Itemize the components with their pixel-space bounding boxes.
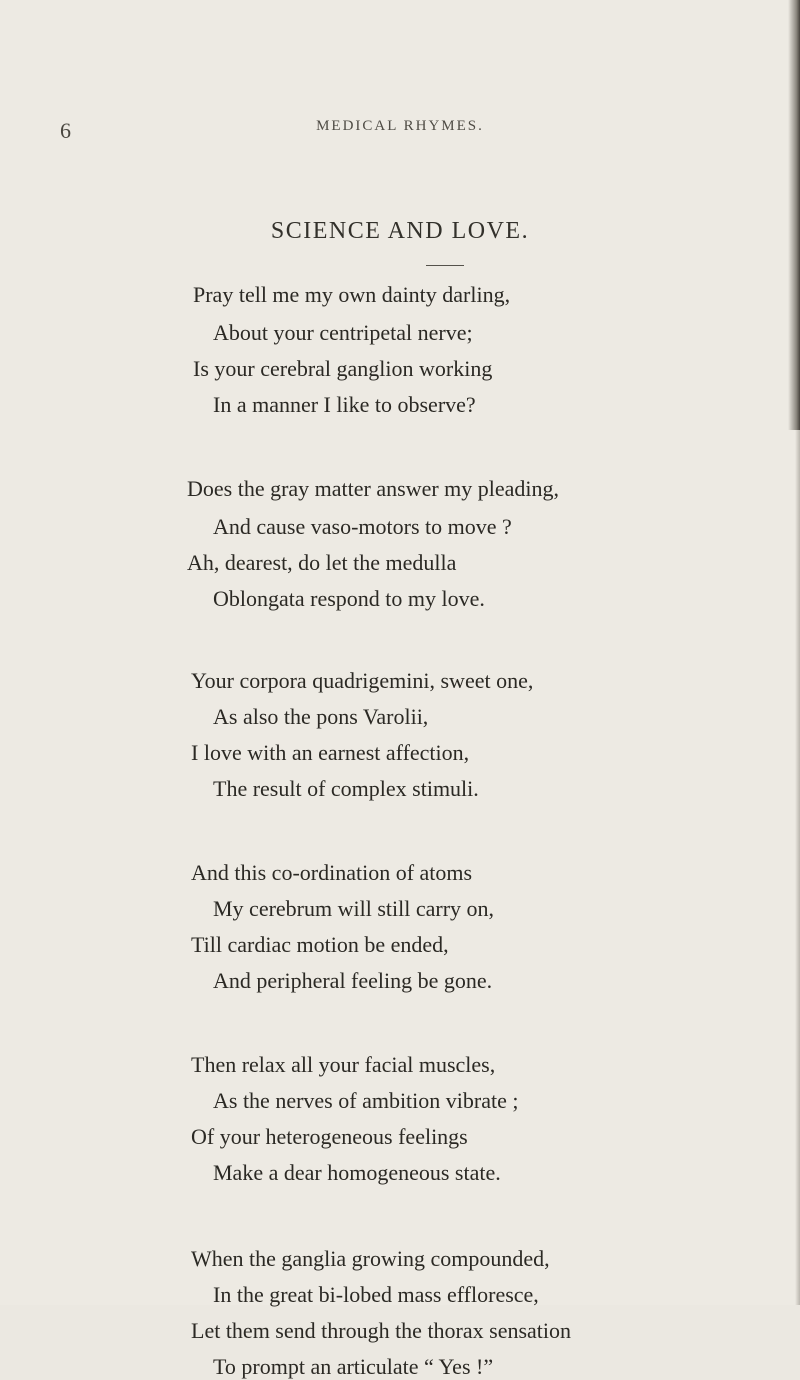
poem-line: The result of complex stimuli. [213, 776, 479, 801]
poem-line: In a manner I like to observe? [213, 392, 476, 417]
poem-line: Is your cerebral ganglion working [193, 356, 493, 381]
running-head: MEDICAL RHYMES. [316, 118, 484, 134]
poem-line: When the ganglia growing compounded, [191, 1246, 550, 1271]
poem-line: And this co-ordination of atoms [191, 860, 473, 885]
poem-line: In the great bi-lobed mass effloresce, [213, 1282, 539, 1307]
poem-line: To prompt an articulate “ Yes !” [213, 1354, 494, 1379]
poem-line: As also the pons Varolii, [213, 704, 429, 729]
poem-line: Oblongata respond to my love. [213, 586, 485, 611]
poem-line: My cerebrum will still carry on, [213, 896, 495, 921]
poem-line: Does the gray matter answer my pleading, [187, 476, 560, 501]
poem-line: About your centripetal nerve; [213, 320, 473, 345]
page-number: 6 [60, 118, 71, 143]
poem-line: Your corpora quadrigemini, sweet one, [191, 668, 534, 693]
poem-line: And cause vaso-motors to move ? [213, 514, 512, 539]
poem-line: I love with an earnest affection, [191, 740, 470, 765]
poem-title: SCIENCE AND LOVE. [270, 218, 530, 244]
poem-line: And peripheral feeling be gone. [213, 968, 493, 993]
poem-line: Till cardiac motion be ended, [191, 932, 449, 957]
poem-line: Ah, dearest, do let the medulla [187, 550, 457, 575]
poem-line: Of your heterogeneous feelings [191, 1124, 468, 1149]
title-rule [426, 265, 464, 266]
poem-line: Make a dear homogeneous state. [213, 1160, 501, 1185]
poem-line: Let them send through the thorax sensation [191, 1318, 572, 1343]
poem-line: Then relax all your facial muscles, [191, 1052, 496, 1077]
poem-line: Pray tell me my own dainty darling, [193, 282, 511, 307]
page-edge-shadow [788, 0, 800, 430]
poem-line: As the nerves of ambition vibrate ; [213, 1088, 519, 1113]
page-edge-shadow-lower [795, 430, 800, 1305]
